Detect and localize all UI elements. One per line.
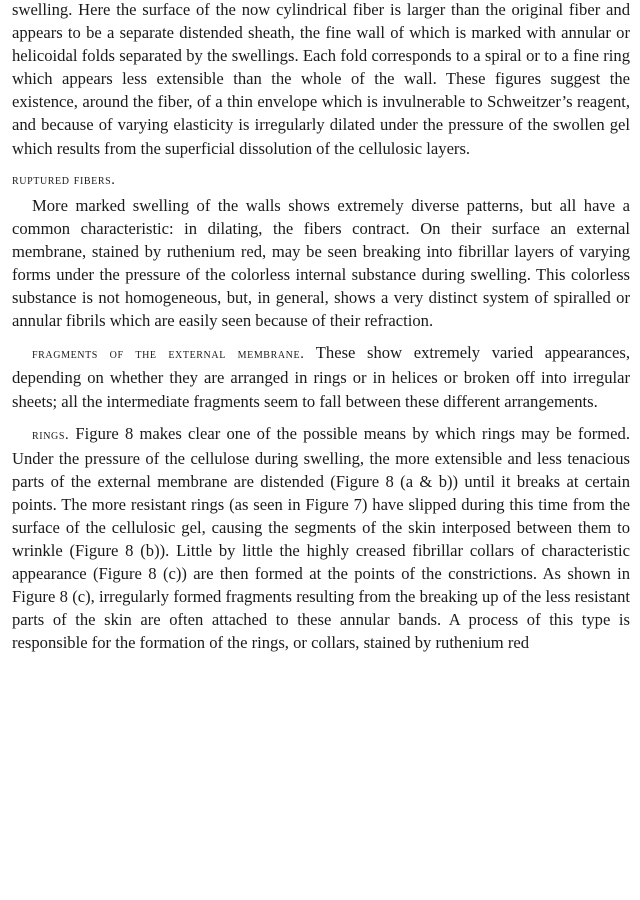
section-heading-ruptured-fibers: ruptured fibers.: [12, 171, 116, 188]
paragraph-gap: [12, 332, 630, 341]
paragraph-rings: [12, 422, 630, 655]
paragraph-fragments: [12, 341, 630, 412]
paragraph-gap: [12, 413, 630, 422]
paragraph-gap: [12, 160, 630, 169]
section-heading-fragments: fragments of the external membrane.: [32, 346, 305, 363]
paragraph-fragments-text: These show extremely varied appearances, depending on whether they are arranged in rings or in helices or broken off into irregular sheets; all the intermediate fragments seem to fall between these different arrangements.: [12, 343, 630, 411]
section-heading-rings: rings.: [32, 426, 70, 443]
paragraph-swelling: swelling. Here the surface of the now cylindrical fiber is larger than the original fiber and appears to be a separate distended sheath, the fine wall of which is marked with annular or helicoidal folds separated by the swellings. Each fold corresponds to a spiral or to a fine ring which appears less extensible than the whole of the wall. These figures suggest the existence, around the fiber, of a thin envelope which is invulnerable to Schweitzer’s reagent, and because of varying elasticity is irregularly dilated under the pressure of the swollen gel which results from the superficial dissolution of the cellulosic layers.: [12, 0, 630, 158]
paragraph-ruptured-fibers: More marked swelling of the walls shows extremely diverse patterns, but all have a common characteristic: in dilating, the fibers contract. On their surface an external membrane, stained by ruthenium red, may be seen breaking into fibrillar layers of varying forms under the pressure of the colorless internal substance during swelling. This colorless substance is not homogeneous, but, in general, shows a very distinct system of spiralled or annular fibrils which are easily seen because of their refraction.: [12, 195, 630, 331]
paragraph-rings-text: Figure 8 makes clear one of the possible means by which rings may be formed. Under the pressure of the cellulose during swelling, the more extensible and less tenacious parts of the external membrane are distended (Figure 8 (a & b)) until it breaks at certain points. The more resistant rings (as seen in Figure 7) have slipped during this time from the surface of the cellulosic gel, causing the segments of the skin interposed between them to wrinkle (Figure 8 (b)). Little by little the highly creased fibrillar collars of characteristic appearance (Figure 8 (c)) are then formed at the points of the constrictions. As shown in Figure 8 (c), irregularly formed fragments resulting from the breaking up of the less resistant parts of the skin are often attached to these annular bands. A process of this type is responsible for the formation of the rings, or collars, stained by ruthenium red: [12, 423, 630, 653]
